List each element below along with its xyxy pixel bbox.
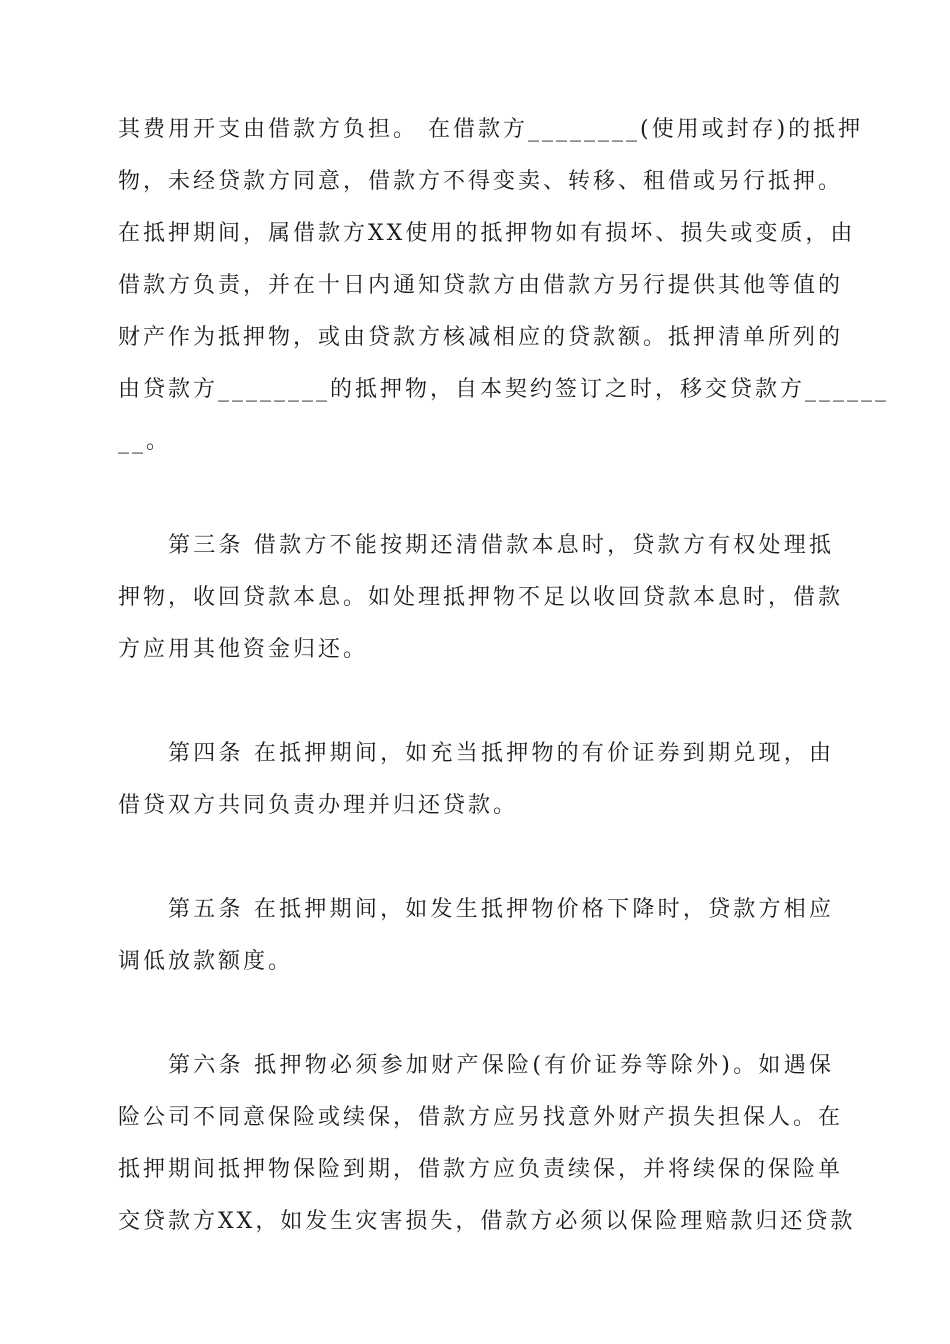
text-line: 借贷双方共同负责办理并归还贷款。 (118, 793, 519, 818)
text-line: 物，未经贷款方同意，借款方不得变卖、转移、租借或另行抵押。 (118, 169, 844, 194)
text-line: 第三条 借款方不能按期还清借款本息时，贷款方有权处理抵 (168, 533, 834, 558)
text-line: 其费用开支由借款方负担。 在借款方________(使用或封存)的抵押 (118, 117, 864, 142)
paragraph-article-6 (118, 1040, 856, 1248)
text-line: 财产作为抵押物，或由贷款方核减相应的贷款额。抵押清单所列的 (118, 325, 844, 350)
paragraph-article-3 (118, 520, 844, 676)
text-line: 险公司不同意保险或续保，借款方应另找意外财产损失担保人。在 (118, 1105, 844, 1130)
text-line: 押物，收回贷款本息。如处理抵押物不足以收回贷款本息时，借款 (118, 585, 844, 610)
text-line: 在抵押期间，属借款方XX使用的抵押物如有损坏、损失或变质，由 (118, 221, 856, 246)
text-line: 交贷款方XX，如发生灾害损失，借款方必须以保险理赔款归还贷款 (118, 1209, 856, 1234)
text-line: 第五条 在抵押期间，如发生抵押物价格下降时，贷款方相应 (168, 897, 834, 922)
text-line: 借款方负责，并在十日内通知贷款方由借款方另行提供其他等值的 (118, 273, 844, 298)
text-line: 第四条 在抵押期间，如充当抵押物的有价证券到期兑现，由 (168, 741, 834, 766)
paragraph-article-4 (118, 728, 834, 832)
document-page (118, 104, 890, 1248)
text-line: 调低放款额度。 (118, 949, 294, 974)
text-line: 第六条 抵押物必须参加财产保险(有价证券等除外)。如遇保 (168, 1053, 834, 1078)
text-line: 由贷款方________的抵押物，自本契约签订之时，移交贷款方______ (118, 377, 890, 402)
text-line: 方应用其他资金归还。 (118, 637, 369, 662)
paragraph-article-5 (118, 884, 834, 988)
text-line: __。 (118, 429, 172, 454)
text-line: 抵押期间抵押物保险到期，借款方应负责续保，并将续保的保险单 (118, 1157, 844, 1182)
paragraph-continuation-mortgage-custody (118, 104, 890, 468)
